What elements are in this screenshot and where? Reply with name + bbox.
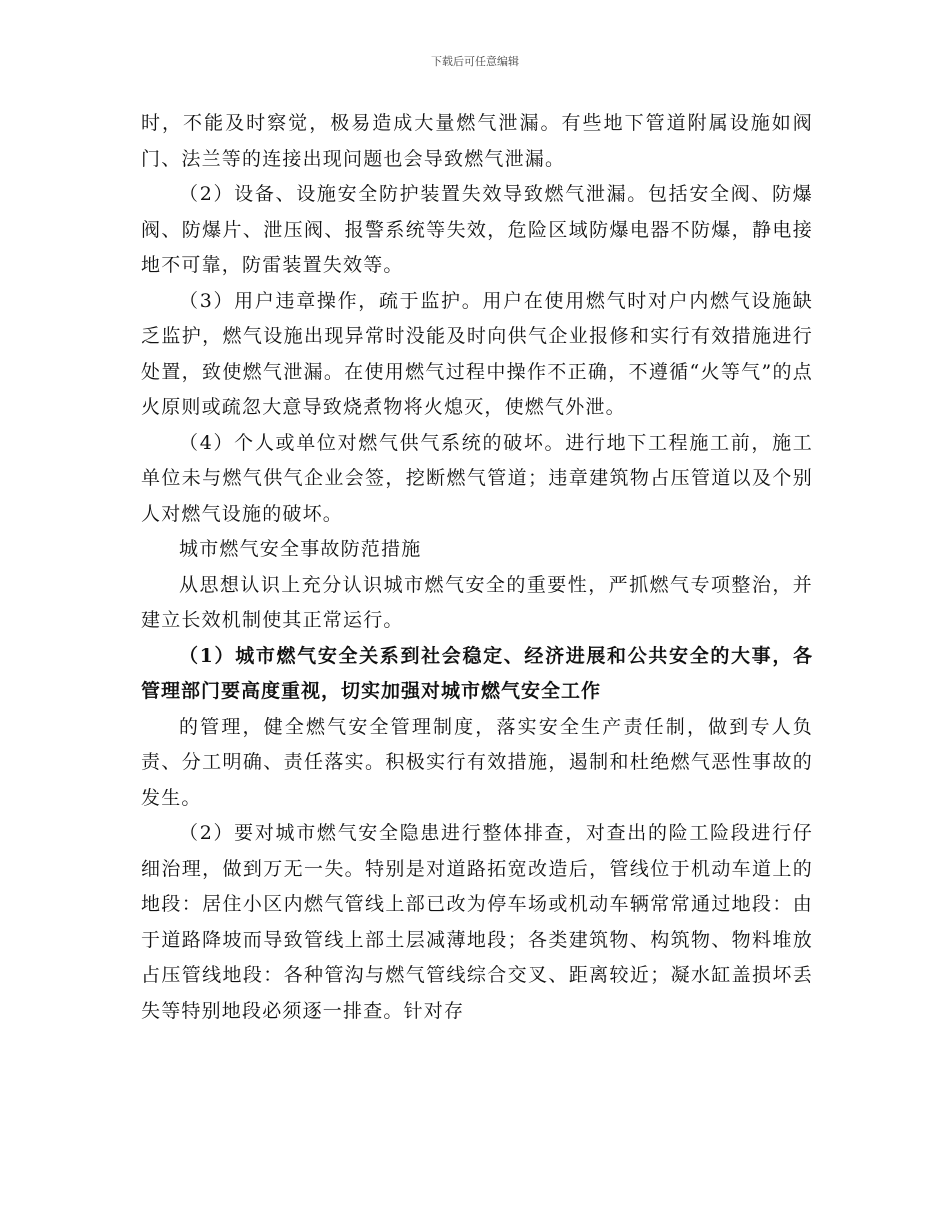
paragraph: （3）用户违章操作，疏于监护。用户在使用燃气时对户内燃气设施缺乏监护，燃气设施出现异常时没能及时向供气企业报修和实行有效措施进行处置，致使燃气泄漏。在使用燃气过程中操作不正确，不遵循“火等气”的点火原则或疏忽大意导致烧煮物将火熄灭，使燃气外泄。 [141,289,813,418]
section-heading: 城市燃气安全事故防范措施 [179,538,422,560]
paragraph: （2）设备、设施安全防护装置失效导致燃气泄漏。包括安全阀、防爆阀、防爆片、泄压阀、报警系统等失效，危险区域防爆电器不防爆，静电接地不可靠，防雷装置失效等。 [141,183,813,276]
paragraph: 的管理，健全燃气安全管理制度，落实安全生产责任制，做到专人负责、分工明确、责任落实。积极实行有效措施，遏制和杜绝燃气恶性事故的发生。 [141,715,813,809]
page-header: 下载后可任意编辑 [431,55,519,68]
document-body [141,106,813,1029]
paragraph: 时，不能及时察觉，极易造成大量燃气泄漏。有些地下管道附属设施如阀门、法兰等的连接出现问题也会导致燃气泄漏。 [141,112,813,170]
bold-paragraph: （1）城市燃气安全关系到社会稳定、经济进展和公共安全的大事，各管理部门要高度重视，切实加强对城市燃气安全工作 [141,644,813,702]
paragraph: 从思想认识上充分认识城市燃气安全的重要性，严抓燃气专项整治，并建立长效机制使其正常运行。 [141,573,813,631]
paragraph: （4）个人或单位对燃气供气系统的破坏。进行地下工程施工前，施工单位未与燃气供气企业会签，挖断燃气管道；违章建筑物占压管道以及个别人对燃气设施的破坏。 [141,431,813,525]
paragraph: （2）要对城市燃气安全隐患进行整体排查，对查出的险工险段进行仔细治理，做到万无一失。特别是对道路拓宽改造后，管线位于机动车道上的地段：居住小区内燃气管线上部已改为停车场或机动车辆常常通过地段：由于道路降坡而导致管线上部土层减薄地段；各类建筑物、构筑物、物料堆放占压管线地段：各种管沟与燃气管线综合交叉、距离较近；凝水缸盖损坏丢失等特别地段必须逐一排查。针对存 [141,822,813,1022]
